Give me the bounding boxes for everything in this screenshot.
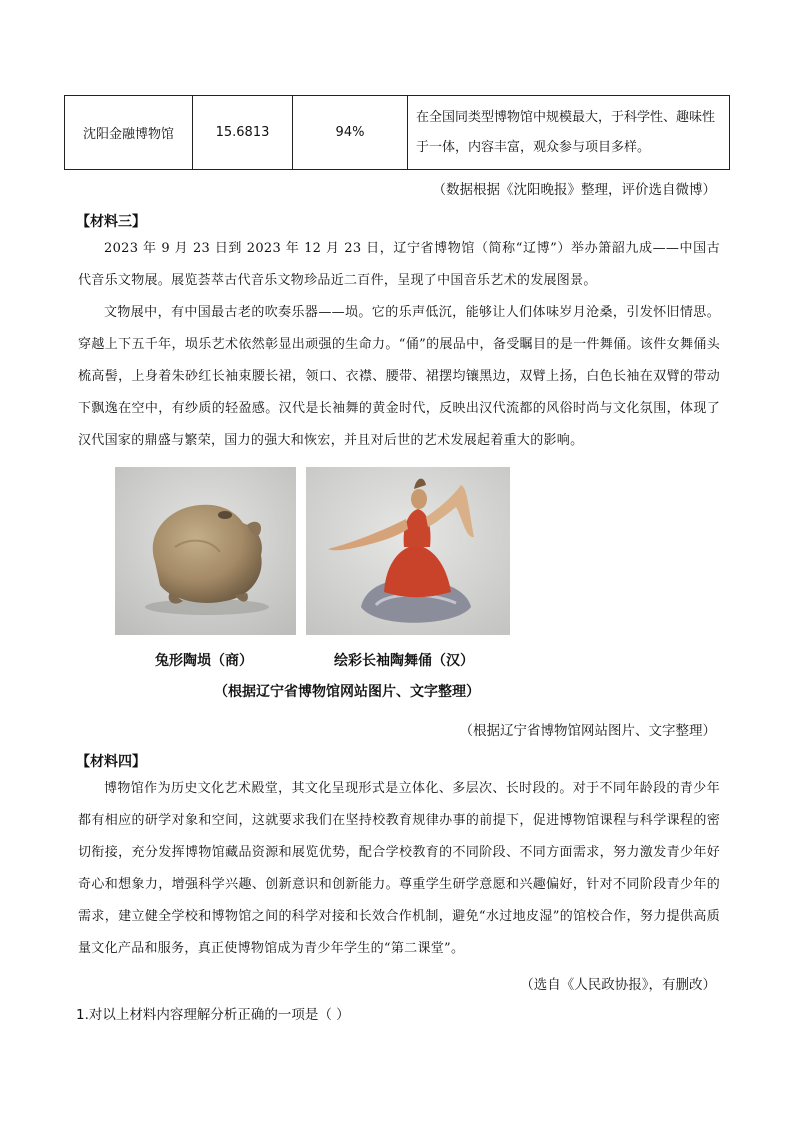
museum-table-row <box>64 95 730 170</box>
material3-paragraph-1: 2023 年 9 月 23 日到 2023 年 12 月 23 日，辽宁省博物馆（简称“辽博”）举办箫韶九成——中国古代音乐文物展。展览荟萃古代音乐文物珍品近二百件，呈现了中国音乐艺术的发展图景。 <box>78 241 720 288</box>
material3-heading: 【材料三】 <box>76 214 146 230</box>
value-cell: 15.6813 <box>193 96 293 169</box>
left-image-caption: 兔形陶埙（商） <box>155 653 253 669</box>
dancer-figurine-photo <box>306 467 510 635</box>
table-source: （数据根据《沈阳晚报》整理，评价选自微博） <box>432 182 716 198</box>
dancer-figurine-image <box>306 467 510 635</box>
right-image-caption: 绘彩长袖陶舞俑（汉） <box>334 653 474 669</box>
museum-name-cell: 沈阳金融博物馆 <box>65 96 193 169</box>
material4-heading: 【材料四】 <box>76 754 146 770</box>
clay-xun-photo <box>115 467 296 635</box>
material3-paragraph-2: 文物展中，有中国最古老的吹奏乐器——埙。它的乐声低沉，能够让人们体味岁月沧桑，引发怀旧情思。穿越上下五千年，埙乐艺术依然彰显出顽强的生命力。“俑”的展品中，备受瞩目的是一件舞俑。该件女舞俑头梳高髻，上身着朱砂红长袖束腰长裙，领口、衣襟、腰带、裙摆均镶黑边，双臂上扬，白色长袖在双臂的带动下飘逸在空中，有纱质的轻盈感。汉代是长袖舞的黄金时代，反映出汉代流都的风俗时尚与文化氛围，体现了汉代国家的鼎盛与繁荣，国力的强大和恢宏，并且对后世的艺术发展起着重大的影响。 <box>78 305 720 448</box>
material4-source: （选自《人民政协报》，有删改） <box>520 977 716 993</box>
question-1: 1.对以上材料内容理解分析正确的一项是（ ） <box>76 1007 350 1023</box>
images-source-caption: （根据辽宁省博物馆网站图片、文字整理） <box>214 684 480 700</box>
clay-xun-image <box>115 467 296 635</box>
comment-cell: 在全国同类型博物馆中规模最大，于科学性、趣味性于一体，内容丰富，观众参与项目多样。 <box>416 109 716 155</box>
material4-paragraph-1: 博物馆作为历史文化艺术殿堂，其文化呈现形式是立体化、多层次、长时段的。对于不同年龄段的青少年都有相应的研学对象和空间，这就要求我们在坚持校教育规律办事的前提下，促进博物馆课程与科学课程的密切衔接，充分发挥博物馆藏品资源和展览优势，配合学校教育的不同阶段、不同方面需求，努力激发青少年好奇心和想象力，增强科学兴趣、创新意识和创新能力。尊重学生研学意愿和兴趣偏好，针对不同阶段青少年的需求，建立健全学校和博物馆之间的科学对接和长效合作机制，避免“水过地皮湿”的馆校合作，努力提供高质量文化产品和服务，真正使博物馆成为青少年学生的“第二课堂”。 <box>78 781 720 956</box>
images-source-note: （根据辽宁省博物馆网站图片、文字整理） <box>459 723 716 739</box>
percent-cell: 94% <box>293 96 408 169</box>
